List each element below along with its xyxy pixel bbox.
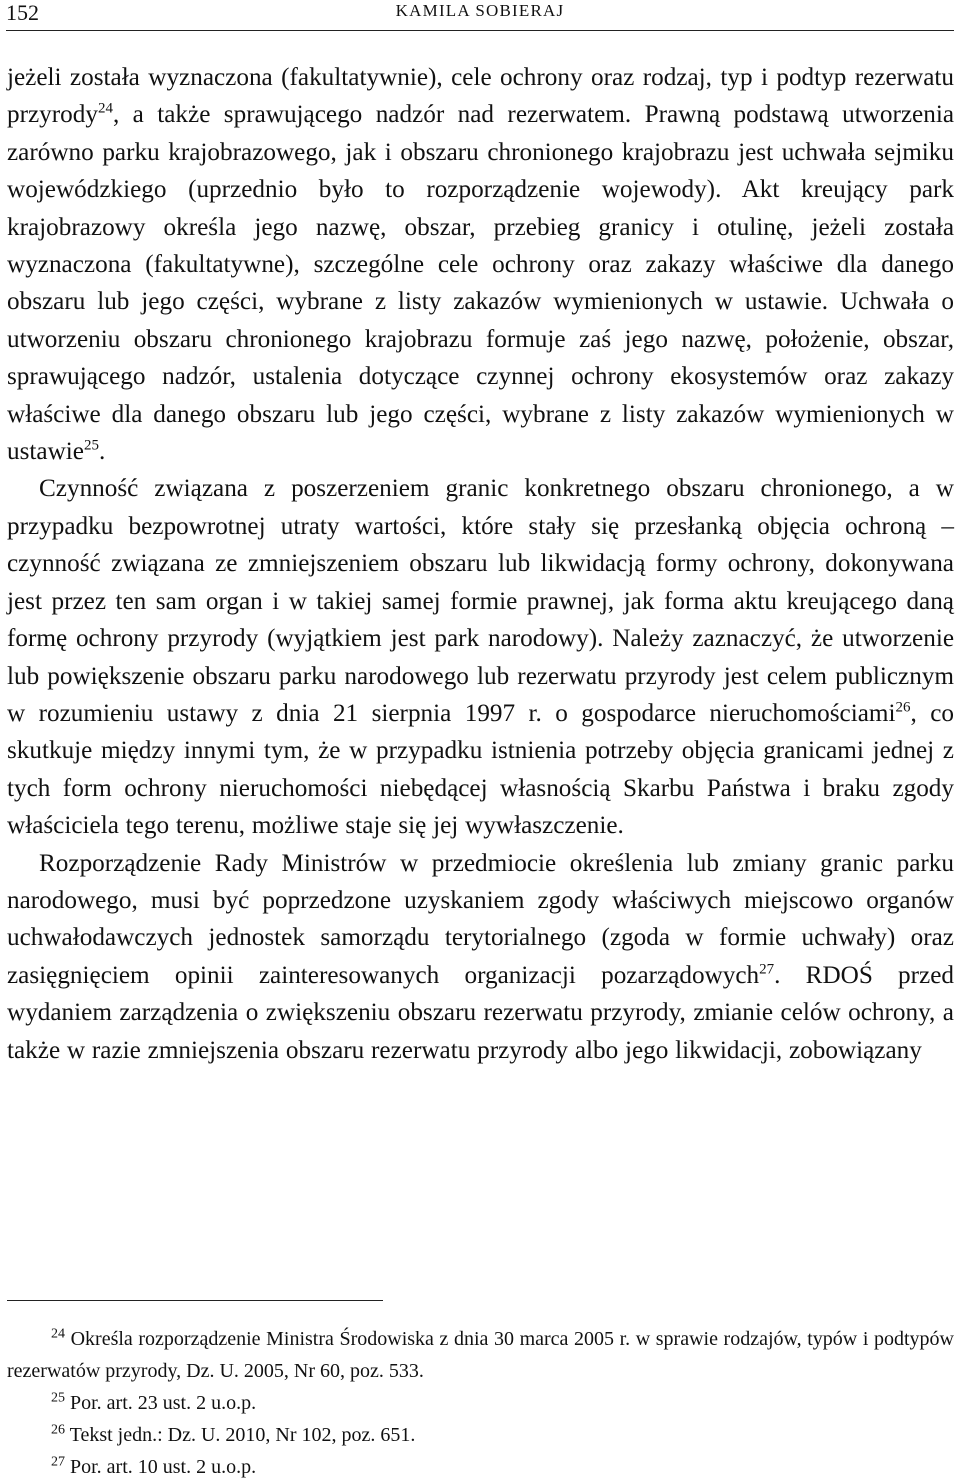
footnote-ref-25: 25: [83, 437, 99, 454]
footnote-number: 26: [51, 1422, 65, 1438]
footnotes: [7, 1323, 954, 1483]
paragraph-1-text-a: jeżeli została wyznaczona (fakultatywnie), cele ochrony oraz rodzaj, typ i podtyp rezerwatu przyrody: [7, 64, 954, 129]
footnote-24: [7, 1323, 954, 1387]
footnote-number: 25: [51, 1390, 65, 1406]
footnote-separator: [7, 1300, 383, 1301]
footnote-text: Por. art. 10 ust. 2 u.o.p.: [65, 1456, 257, 1478]
paragraph-3-text-a: Rozporządzenie Rady Ministrów w przedmiocie określenia lub zmiany granic parku narodowego, musi być poprzedzone uzyskaniem zgody właściwych miejscowo organów uchwałodawczych jednostek samorządu terytorialnego (zgoda w formie uchwały) oraz zasięgnięciem opinii zainteresowanych organizacji pozarządowych: [7, 849, 954, 989]
paragraph-1-text-c: .: [98, 438, 106, 466]
running-head: KAMILA SOBIERAJ: [395, 1, 565, 20]
footnote-27: [7, 1451, 954, 1483]
page-number: 152: [6, 0, 39, 25]
paragraph-3: [7, 845, 954, 1069]
page-header: [6, 0, 954, 31]
footnote-26: [7, 1419, 954, 1451]
footnote-25: [7, 1387, 954, 1419]
footnote-ref-27: 27: [759, 961, 775, 978]
footnote-number: 24: [51, 1326, 65, 1342]
paragraph-1: [7, 59, 954, 470]
footnote-ref-26: 26: [895, 699, 911, 716]
footnote-number: 27: [51, 1454, 65, 1470]
body-text: [7, 59, 954, 1069]
paragraph-2-text-b: , co skutkuje między innymi tym, że w przypadku istnienia potrzeby objęcia granicami jednej z tych form ochrony nieruchomości niebędącej własnością Skarbu Państwa i braku zgody właściciela tego terenu, możliwe staje się jej wywłaszczenie.: [7, 699, 955, 840]
footnote-text: Por. art. 23 ust. 2 u.o.p.: [65, 1392, 257, 1414]
footnote-text: Tekst jedn.: Dz. U. 2010, Nr 102, poz. 651.: [65, 1424, 416, 1446]
paragraph-2: [7, 470, 954, 844]
paragraph-3-text-b: . RDOŚ przed wydaniem zarządzenia o zwiększeniu obszaru rezerwatu przyrody, zmianie celów ochrony, a także w razie zmniejszenia obszaru rezerwatu przyrody albo jego likwidacji, zobowiązany: [7, 961, 954, 1064]
footnote-ref-24: 24: [97, 101, 113, 118]
footnote-text: Określa rozporządzenie Ministra Środowiska z dnia 30 marca 2005 r. w sprawie rodzajów, typów i podtypów rezerwatów przyrody, Dz. U. 2005, Nr 60, poz. 533.: [7, 1328, 954, 1382]
paragraph-2-text-a: Czynność związana z poszerzeniem granic konkretnego obszaru chronionego, a w przypadku bezpowrotnej utraty wartości, które stały się przesłanką objęcia ochroną – czynność związana ze zmniejszeniem obszaru lub likwidacją formy ochrony, dokonywana jest przez ten sam organ i w takiej samej formie prawnej, jak forma aktu kreującego daną formę ochrony przyrody (wyjątkiem jest park narodowy). Należy zaznaczyć, że utworzenie lub powiększenie obszaru parku narodowego lub rezerwatu przyrody jest celem publicznym w rozumieniu ustawy z dnia 21 sierpnia 1997 r. o gospodarce nieruchomościami: [7, 475, 954, 727]
paragraph-1-text-b: , a także sprawującego nadzór nad rezerwatem. Prawną podstawą utworzenia zarówno parku krajobrazowego, jak i obszaru chronionego krajobrazu jest uchwała sejmiku wojewódzkiego (uprzednio było to rozporządzenie wojewody). Akt kreujący park krajobrazowy określa jego nazwę, obszar, przebieg granicy i otulinę, jeżeli została wyznaczona (fakultatywne), szczególne cele ochrony oraz zakazy właściwe dla danego obszaru lub jego części, wybrane z listy zakazów wymienionych w ustawie. Uchwała o utworzeniu obszaru chronionego krajobrazu formuje zaś jego nazwę, położenie, obszar, sprawującego nadzór, ustalenia dotyczące czynnej ochrony ekosystemów oraz zakazy właściwe dla danego obszaru lub jego części, wybrane z listy zakazów wymienionych w ustawie: [7, 101, 954, 466]
